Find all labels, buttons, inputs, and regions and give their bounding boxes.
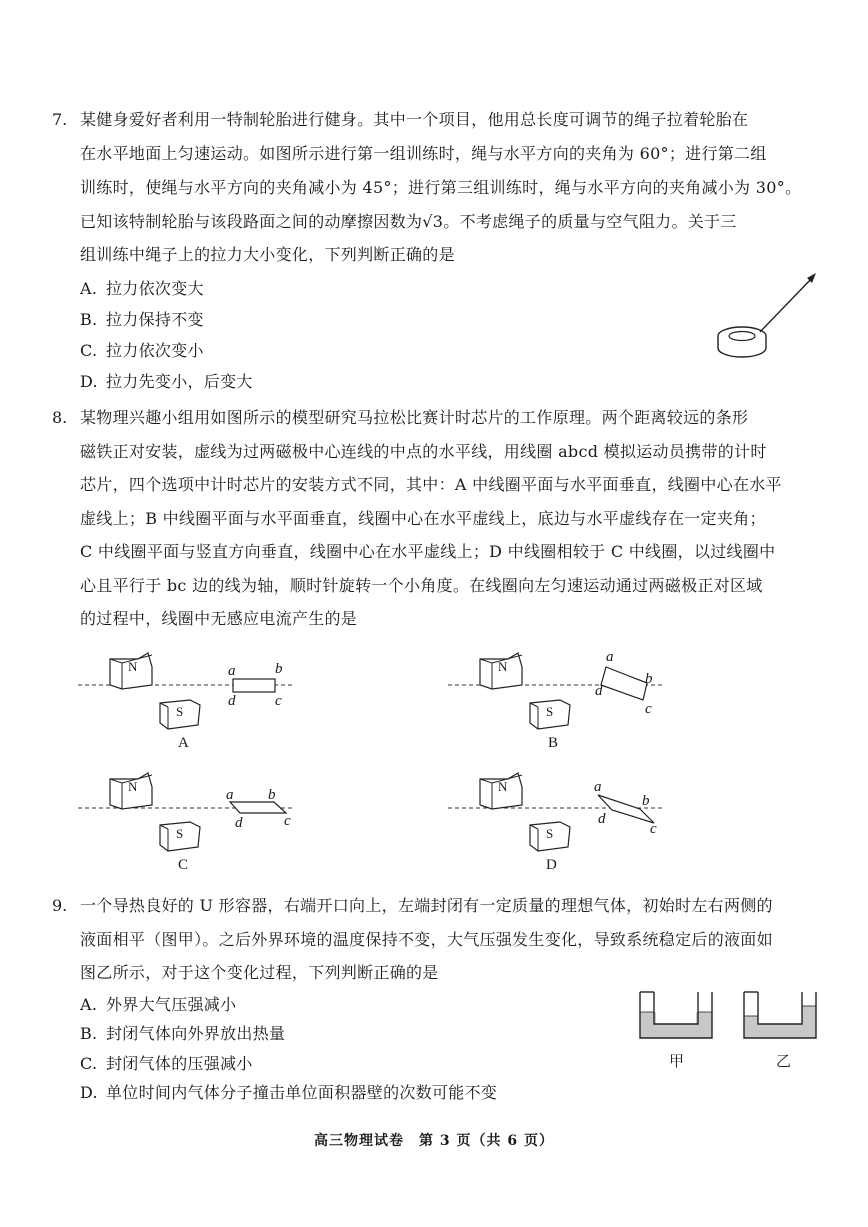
q9-text-line: 图乙所示，对于这个变化过程，下列判断正确的是 [80, 963, 439, 982]
q7-option-a[interactable] [80, 279, 204, 299]
option-text: 拉力保持不变 [106, 310, 204, 329]
option-letter: A. [80, 995, 98, 1014]
corner-label-b: b [275, 661, 283, 677]
q8-text-line: 磁铁正对安装，虚线为过两磁极中心连线的中点的水平线，用线圈 abcd 模拟运动员携带的计时 [80, 442, 767, 461]
option-letter: D. [80, 372, 98, 391]
q7-option-c[interactable] [80, 341, 204, 361]
magnet-figure-c [78, 765, 318, 880]
corner-label-c: c [645, 701, 652, 717]
q7-text-line: 组训练中绳子上的拉力大小变化，下列判断正确的是 [80, 245, 455, 264]
north-pole-label: N [498, 659, 508, 674]
q7-text-line: 训练时，使绳与水平方向的夹角减小为 45°；进行第三组训练时，绳与水平方向的夹角减小为 30°。 [80, 178, 802, 197]
q8-text-line: 的过程中，线圈中无感应电流产生的是 [80, 609, 358, 628]
q8-text-line: 心且平行于 bc 边的线为轴，顺时针旋转一个小角度。在线圈向左匀速运动通过两磁极正对区域 [80, 576, 763, 595]
corner-label-b: b [268, 787, 276, 803]
figure-caption: D [546, 857, 557, 873]
q9-option-c[interactable] [80, 1054, 253, 1074]
north-pole-label: N [498, 779, 508, 794]
figure-caption: A [178, 735, 189, 751]
option-letter: A. [80, 279, 98, 298]
figure-caption: C [178, 857, 189, 873]
q8-text-line: 某物理兴趣小组用如图所示的模型研究马拉松比赛计时芯片的工作原理。两个距离较远的条形 [80, 408, 749, 427]
u-tube-figure-yi [742, 990, 820, 1042]
q8-text-line: 芯片，四个选项中计时芯片的安装方式不同，其中：A 中线圈平面与水平面垂直，线圈中心在水平 [80, 475, 782, 494]
option-letter: C. [80, 341, 98, 360]
option-text: 拉力依次变小 [106, 341, 204, 360]
corner-label-a: a [228, 663, 236, 679]
south-pole-label: S [546, 704, 554, 719]
q7-number: 7. [52, 110, 68, 129]
corner-label-c: c [650, 821, 657, 837]
q7-text-line: 在水平地面上匀速运动。如图所示进行第一组训练时，绳与水平方向的夹角为 60°；进行第二组 [80, 144, 767, 163]
option-text: 拉力依次变大 [106, 279, 204, 298]
corner-label-d: d [595, 683, 603, 699]
corner-label-d: d [228, 693, 236, 709]
magnet-figure-d [448, 765, 688, 880]
corner-label-a: a [606, 649, 614, 665]
u-tube-figure-jia [638, 990, 716, 1042]
option-text: 封闭气体向外界放出热量 [106, 1024, 286, 1043]
south-pole-label: S [176, 704, 184, 719]
q7-text-line: 已知该特制轮胎与该段路面之间的动摩擦因数为√3。不考虑绳子的质量与空气阻力。关于三 [80, 212, 737, 231]
option-text: 拉力先变小，后变大 [106, 372, 253, 391]
option-letter: B. [80, 1024, 98, 1043]
north-pole-label: N [128, 659, 138, 674]
south-pole-label: S [176, 826, 184, 841]
corner-label-d: d [235, 815, 243, 831]
corner-label-a: a [226, 787, 234, 803]
q9-option-d[interactable] [80, 1083, 497, 1103]
page-footer: 高三物理试卷 第 3 页（共 6 页） [314, 1133, 554, 1149]
south-pole-label: S [546, 826, 554, 841]
tire-rope-figure [712, 268, 827, 363]
corner-label-b: b [645, 671, 653, 687]
q8-number: 8. [52, 408, 68, 427]
q8-text-line: C 中线圈平面与竖直方向垂直，线圈中心在水平虚线上；D 中线圈相较于 C 中线圈，以过线圈中 [80, 542, 776, 561]
q9-number: 9. [52, 896, 68, 915]
q9-option-a[interactable] [80, 995, 236, 1015]
corner-label-d: d [598, 811, 606, 827]
corner-label-c: c [284, 813, 291, 829]
q9-option-b[interactable] [80, 1024, 285, 1044]
option-letter: B. [80, 310, 98, 329]
q7-option-b[interactable] [80, 310, 204, 330]
option-text: 单位时间内气体分子撞击单位面积器壁的次数可能不变 [106, 1083, 498, 1102]
option-text: 封闭气体的压强减小 [106, 1054, 253, 1073]
option-letter: D. [80, 1083, 98, 1102]
q7-option-d[interactable] [80, 372, 253, 392]
figure-caption-jia: 甲 [669, 1054, 685, 1070]
figure-caption: B [548, 735, 559, 751]
corner-label-c: c [275, 693, 282, 709]
north-pole-label: N [128, 779, 138, 794]
corner-label-a: a [594, 779, 602, 795]
option-text: 外界大气压强减小 [106, 995, 237, 1014]
figure-caption-yi: 乙 [776, 1054, 792, 1070]
q7-text-line: 某健身爱好者利用一特制轮胎进行健身。其中一个项目，他用总长度可调节的绳子拉着轮胎在 [80, 110, 749, 129]
q9-text-line: 一个导热良好的 U 形容器，右端开口向上，左端封闭有一定质量的理想气体，初始时左右两侧的 [80, 896, 773, 915]
q8-text-line: 虚线上；B 中线圈平面与水平面垂直，线圈中心在水平虚线上，底边与水平虚线存在一定夹角； [80, 509, 766, 528]
magnet-figure-a [78, 645, 318, 755]
corner-label-b: b [642, 793, 650, 809]
option-letter: C. [80, 1054, 98, 1073]
magnet-figure-b [448, 645, 688, 755]
q9-text-line: 液面相平（图甲）。之后外界环境的温度保持不变，大气压强发生变化，导致系统稳定后的液面如 [80, 930, 773, 949]
